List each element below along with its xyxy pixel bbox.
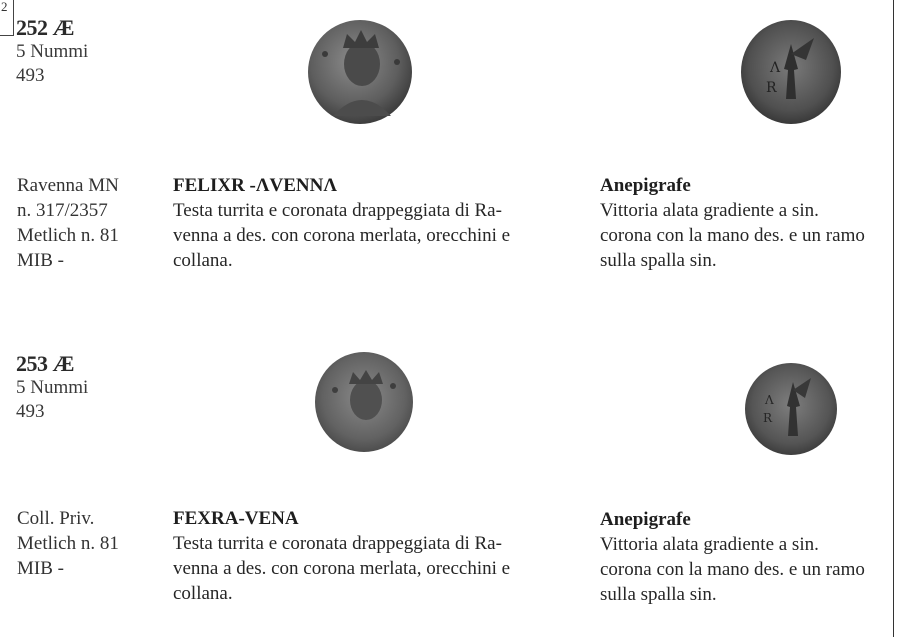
reverse-description-line: sulla spalla sin. (600, 584, 717, 605)
coin-obverse-image (313, 350, 415, 454)
obverse-description-block (173, 174, 563, 273)
reverse-description-line: corona con la mano des. e un ramo (600, 225, 865, 246)
collection-line: Ravenna MN (17, 175, 119, 196)
date: 493 (16, 65, 45, 86)
page-right-border (893, 0, 894, 637)
reverse-description-block (600, 174, 893, 273)
catalog-entry-header (16, 16, 88, 88)
reverse-legend: Anepigrafe (600, 509, 691, 530)
reverse-description-line: Vittoria alata gradiente a sin. (600, 534, 819, 555)
reverse-description-block (600, 508, 893, 607)
denomination: 5 Nummi (16, 41, 89, 62)
coin-obverse-graphic (313, 350, 415, 454)
obverse-description-line: collana. (173, 250, 233, 271)
coin-reverse-graphic (736, 14, 846, 126)
coin-reverse-image (743, 360, 839, 458)
svg-text:R: R (766, 80, 777, 96)
obverse-description-line: venna a des. con corona merlata, orecchini e (173, 558, 511, 579)
date: 493 (16, 401, 45, 422)
collection-line: Metlich n. 81 (17, 225, 119, 246)
collection-line: MIB - (17, 558, 64, 579)
obverse-legend: FELIXR -ΛVENNΛ (173, 175, 337, 196)
page-mark-number: 2 (1, 0, 8, 14)
collection-info (17, 506, 119, 581)
collection-info (17, 173, 119, 273)
svg-text:Λ: Λ (765, 393, 774, 407)
obverse-description-line: Testa turrita e coronata drappeggiata di Ra- (173, 200, 502, 221)
coin-reverse-image (736, 14, 846, 126)
obverse-legend: FEXRA-VENA (173, 508, 299, 529)
catalog-number: 252 Æ (16, 15, 74, 40)
page-corner-mark (0, 0, 14, 36)
reverse-description-line: corona con la mano des. e un ramo (600, 559, 865, 580)
svg-text:Λ: Λ (770, 60, 781, 76)
coin-obverse-image (305, 14, 415, 126)
obverse-description-line: collana. (173, 583, 233, 604)
reverse-description-line: sulla spalla sin. (600, 250, 717, 271)
coin-obverse-graphic (305, 14, 415, 126)
coin-reverse-graphic (743, 360, 839, 458)
collection-line: MIB - (17, 250, 64, 271)
svg-text:R: R (763, 411, 773, 425)
obverse-description-line: venna a des. con corona merlata, orecchini e (173, 225, 511, 246)
obverse-description-block (173, 507, 563, 606)
denomination: 5 Nummi (16, 377, 89, 398)
collection-line: Coll. Priv. (17, 508, 95, 529)
collection-line: n. 317/2357 (17, 200, 108, 221)
reverse-description-line: Vittoria alata gradiente a sin. (600, 200, 819, 221)
catalog-entry-header (16, 352, 88, 424)
reverse-legend: Anepigrafe (600, 175, 691, 196)
collection-line: Metlich n. 81 (17, 533, 119, 554)
obverse-description-line: Testa turrita e coronata drappeggiata di Ra- (173, 533, 502, 554)
catalog-number: 253 Æ (16, 351, 74, 376)
